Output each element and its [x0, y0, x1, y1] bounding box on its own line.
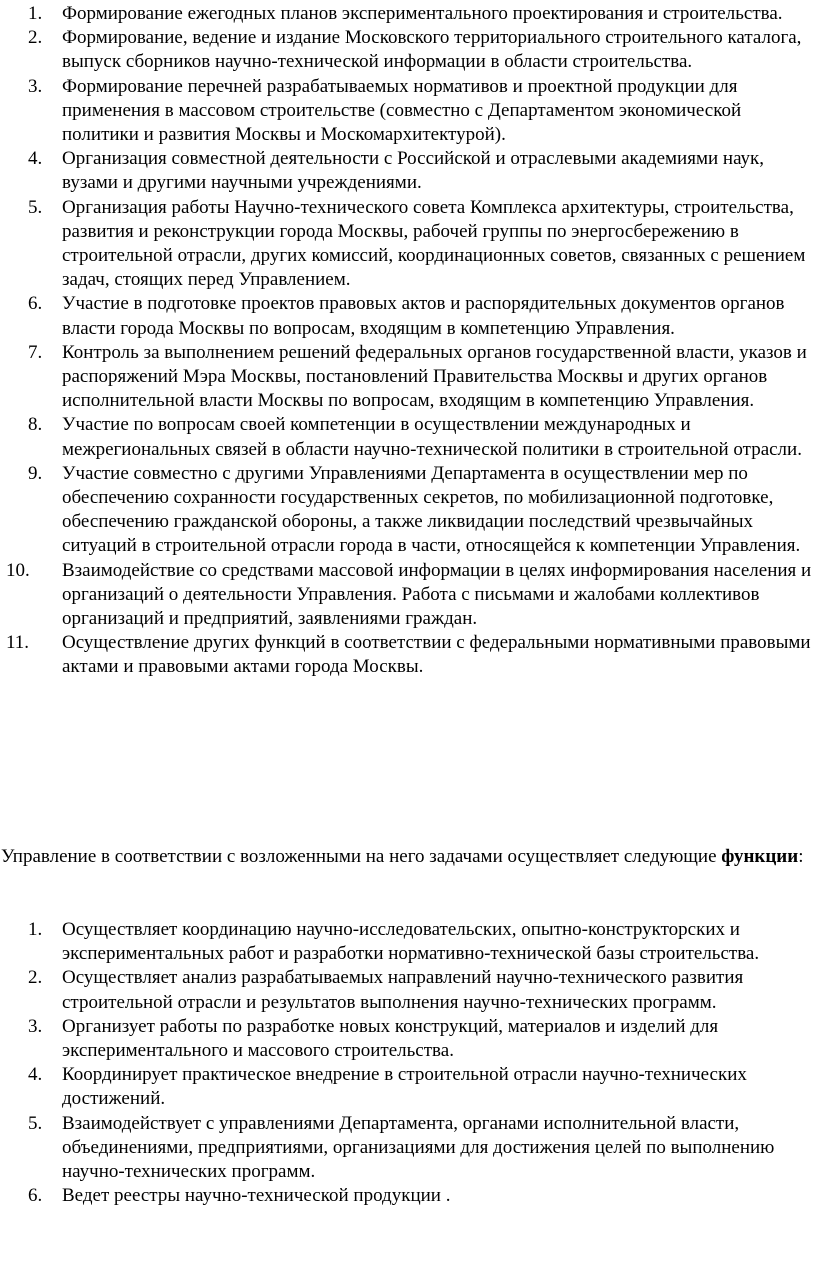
list-item [0, 26, 816, 74]
item-number: 2. [28, 27, 43, 49]
list-item [0, 341, 816, 414]
item-text: Участие совместно с другими Управлениями Департамента в осуществлении мер по обеспечению сохранности государственных секретов, по мобилизационной подготовке, обеспечению гражданской обороны, а также ликвидации последствий чрезвычайных ситуаций в строительной отрасли города в части, относящейся к компетенции Управления. [62, 462, 801, 557]
list-item [0, 559, 816, 632]
item-text: Организация совместной деятельности с Российской и отраслевыми академиями наук, вузами и другими научными учреждениями. [62, 148, 765, 194]
item-text: Осуществляет координацию научно-исследовательских, опытно-конструкторских и экспериментальных работ и разработки нормативно-технической базы строительства. [62, 919, 760, 965]
item-number: 6. [28, 1185, 43, 1207]
list-item [0, 2, 816, 26]
item-number: 6. [28, 293, 43, 315]
list-item [0, 918, 816, 966]
item-number: 1. [28, 3, 43, 24]
list-item [0, 462, 816, 559]
functions-intro-paragraph [1, 845, 813, 869]
item-text: Организация работы Научно-технического совета Комплекса архитектуры, строительства, развития и реконструкции города Москвы, рабочей группы по энергосбережению в строительной отрасли, других комиссий, координационных советов, связанных с решением задач, стоящих перед Управлением. [62, 196, 806, 291]
list-item [0, 1015, 816, 1063]
item-number: 1. [28, 919, 43, 940]
list-item [0, 1184, 816, 1208]
paragraph-bold: функции [721, 846, 799, 867]
item-text: Ведет реестры научно-технической продукции . [62, 1185, 451, 1207]
item-number: 2. [28, 967, 43, 989]
item-text: Формирование, ведение и издание Московского территориального строительного каталога, выпуск сборников научно-технической информации в области строительства. [62, 27, 802, 73]
item-number: 11. [6, 632, 30, 654]
item-text: Координирует практическое внедрение в строительной отрасли научно-технических достижений. [62, 1064, 747, 1110]
item-text: Взаимодействие со средствами массовой информации в целях информирования населения и организаций о деятельности Управления. Работа с письмами и жалобами коллективов организаций и предприятий, заявлениями граждан. [62, 559, 812, 630]
list-item [0, 196, 816, 293]
item-text: Формирование перечней разрабатываемых нормативов и проектной продукции для применения в массовом строительстве (совместно с Департаментом экономической политики и развития Москвы и Москомархитектурой). [62, 75, 742, 146]
item-number: 9. [28, 462, 43, 484]
item-number: 5. [28, 1112, 43, 1134]
item-text: Формирование ежегодных планов экспериментального проектирования и строительства. [62, 3, 783, 24]
item-text: Осуществление других функций в соответствии с федеральными нормативными правовыми актами и правовыми актами города Москвы. [62, 632, 811, 678]
list-item [0, 631, 816, 679]
item-number: 4. [28, 148, 43, 170]
item-number: 8. [28, 414, 43, 436]
item-text: Контроль за выполнением решений федеральных органов государственной власти, указов и распоряжений Мэра Москвы, постановлений Правительства Москвы и других органов исполнительной власти Москвы по вопросам, входящим в компетенцию Управления. [62, 341, 807, 412]
item-number: 3. [28, 1015, 43, 1037]
functions-list [0, 918, 816, 1208]
item-number: 3. [28, 75, 43, 97]
list-item [0, 1063, 816, 1111]
list-item [0, 292, 816, 340]
list-item [0, 966, 816, 1014]
item-number: 7. [28, 341, 43, 363]
list-item [0, 1112, 816, 1185]
item-number: 10. [6, 559, 30, 581]
item-number: 4. [28, 1064, 43, 1086]
item-text: Взаимодействует с управлениями Департамента, органами исполнительной власти, объединениями, предприятиями, организациями для достижения целей по выполнению научно-технических программ. [62, 1112, 775, 1183]
tasks-list [0, 2, 816, 680]
item-text: Участие в подготовке проектов правовых актов и распорядительных документов органов власти города Москвы по вопросам, входящим в компетенцию Управления. [62, 293, 785, 339]
list-item [0, 413, 816, 461]
item-number: 5. [28, 196, 43, 218]
item-text: Осуществляет анализ разрабатываемых направлений научно-технического развития строительной отрасли и результатов выполнения научно-технических программ. [62, 967, 744, 1013]
list-item [0, 147, 816, 195]
paragraph-text: Управление в соответствии с возложенными на него задачами осуществляет следующие [1, 846, 722, 867]
paragraph-tail: : [798, 846, 804, 867]
list-item [0, 75, 816, 148]
item-text: Организует работы по разработке новых конструкций, материалов и изделий для экспериментального и массового строительства. [62, 1015, 719, 1062]
item-text: Участие по вопросам своей компетенции в осуществлении международных и межрегиональных связей в области научно-технической политики в строительной отрасли. [62, 414, 802, 460]
